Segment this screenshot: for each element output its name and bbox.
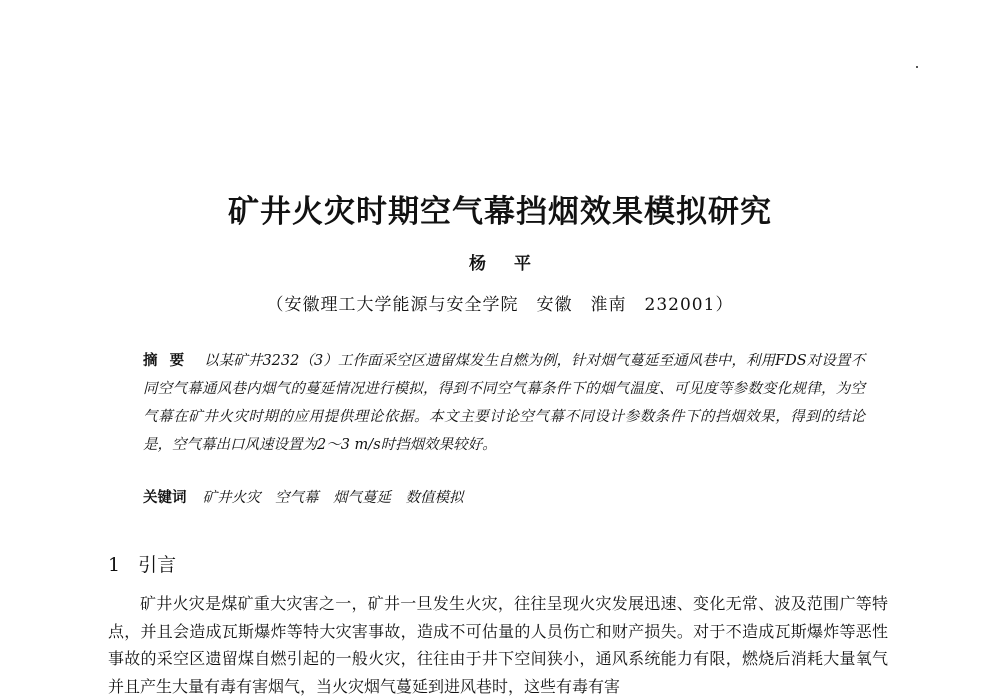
keywords-block (143, 484, 865, 512)
scan-speck (916, 66, 918, 68)
author-affiliation: （安徽理工大学能源与安全学院 安徽 淮南 232001） (266, 295, 734, 315)
abstract-label: 摘要 (143, 352, 197, 369)
section-heading (108, 550, 176, 577)
section-title: 引言 (138, 554, 177, 576)
abstract-block (143, 347, 865, 459)
paper-title: 矿井火灾时期空气幕挡烟效果模拟研究 (228, 194, 772, 230)
abstract-text: 以某矿井3232（3）工作面采空区遗留煤发生自燃为例，针对烟气蔓延至通风巷中，利用FDS对设置不同空气幕通风巷内烟气的蔓延情况进行模拟，得到不同空气幕条件下的烟气温度、可见度等参数变化规律，为空气幕在矿井火灾时期的应用提供理论依据。本文主要讨论空气幕不同设计参数条件下的挡烟效果，得到的结论是，空气幕出口风速设置为2～3 m/s时挡烟效果较好。 (143, 353, 866, 453)
body-paragraph: 矿井火灾是煤矿重大灾害之一，矿井一旦发生火灾，往往呈现火灾发展迅速、变化无常、波及范围广等特点，并且会造成瓦斯爆炸等特大灾害事故，造成不可估量的人员伤亡和财产损失。对于不造成瓦斯爆炸等恶性事故的采空区遗留煤自燃引起的一般火灾，往往由于井下空间狭小，通风系统能力有限，燃烧后消耗大量氧气并且产生大量有毒有害烟气，当火灾烟气蔓延到进风巷时，这些有毒有害 (108, 594, 888, 696)
keywords-label: 关键词 (143, 489, 187, 506)
keywords-text: 矿井火灾 空气幕 烟气蔓延 数值模拟 (202, 490, 464, 506)
section-number: 1 (108, 554, 121, 576)
author-name: 杨平 (469, 254, 559, 274)
